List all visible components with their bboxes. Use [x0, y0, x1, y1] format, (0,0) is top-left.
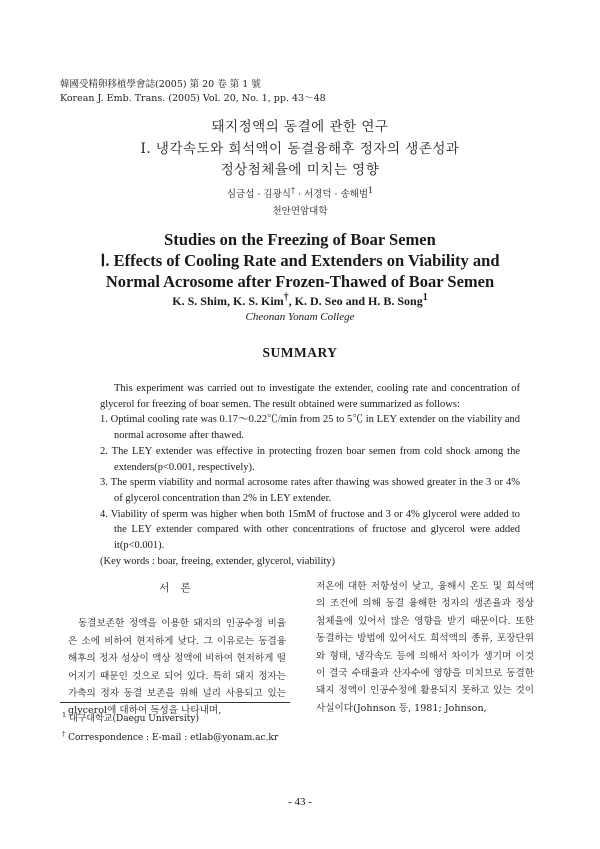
journal-citation — [60, 78, 326, 106]
summary-item-4: 4. Viability of sperm was higher when both 15mM of fructose and 3 or 4% glycerol were added to the LEY extender compared with other concentrations of fructose and glycerol were added it(p<0.001). — [100, 508, 520, 552]
footnote-affiliation — [62, 708, 278, 727]
affiliation-mark: 1 — [368, 186, 374, 195]
footnote-mark-2: † — [62, 730, 66, 738]
footnote-correspondence-text: Correspondence : E-mail : etlab@yonam.ac.kr — [65, 733, 279, 743]
english-authors — [0, 292, 600, 309]
affiliation-mark: 1 — [422, 292, 428, 303]
keywords: (Key words : boar, freeing, extender, glycerol, viability) — [100, 555, 336, 567]
summary-heading: SUMMARY — [262, 345, 338, 360]
journal-citation-english: Korean J. Emb. Trans. (2005) Vol. 20, No. 1, pp. 43～48 — [60, 93, 326, 104]
korean-affiliation: 천안연암대학 — [272, 206, 328, 217]
intro-right-text: 저온에 대한 저항성이 낮고, 융해시 온도 및 희석액의 조건에 의해 동결 융해한 정자의 생존율과 정상 첨체율에 있어서 많은 영향을 받기 때문이다. 또한 동결하는 방법에 있어서도 희석액의 종류, 포장단위와 형태, 냉각속도 등에 의해서 차이가 생기며 이것이 결국 수태율과 산자수에 영향을 미치므로 동결한 돼지 정액이 인공수정에 활용되지 못하고 있는 것이 사실이다(Johnson 등, 1981; Johnson, — [316, 581, 534, 714]
footnotes — [62, 708, 278, 746]
english-authors-part-1: K. S. Shim, K. S. Kim — [172, 294, 284, 308]
summary-item-1: 1. Optimal cooling rate was 0.17～0.22℃/min from 25 to 5℃ in LEY extender on the viability and normal acrosome after thawed. — [100, 414, 520, 442]
page-number: - 43 - — [288, 796, 312, 808]
korean-title-line-3: 정상첨체율에 미치는 영향 — [220, 162, 380, 178]
korean-authors-part-2: · 서경덕 · 송해범 — [294, 189, 369, 201]
intro-heading: 서 론 — [159, 582, 195, 594]
summary-item-3: 3. The sperm viability and normal acrosome rates after thawing was showed greater in the 3 or 4% of glycerol concentration than 2% in LEY extender. — [100, 477, 520, 504]
korean-title-line-2: Ⅰ. 냉각속도와 희석액이 동결융해후 정자의 생존성과 — [140, 141, 460, 157]
korean-title-line-1: 돼지정액의 동결에 관한 연구 — [211, 119, 389, 135]
corresponding-mark: † — [283, 292, 289, 303]
summary-body — [100, 381, 520, 569]
english-affiliation: Cheonan Yonam College — [245, 311, 355, 323]
english-title-line-3: Normal Acrosome after Frozen-Thawed of Boar Semen — [105, 272, 495, 291]
korean-authors-part-1: 심금섭 · 김광식 — [226, 189, 291, 201]
footnote-mark-1: 1 — [62, 711, 67, 719]
english-title-line-1: Studies on the Freezing of Boar Semen — [164, 230, 436, 249]
footnote-affiliation-text: 대구대학교(Daegu University) — [66, 714, 199, 724]
footnote-divider — [60, 702, 290, 703]
english-title-line-2: Ⅰ. Effects of Cooling Rate and Extenders on Viability and — [100, 251, 500, 270]
journal-citation-korean: 韓國受精卵移植學會誌(2005) 第 20 卷 第 1 號 — [60, 79, 261, 90]
corresponding-mark: † — [290, 186, 295, 195]
summary-item-2: 2. The LEY extender was effective in protecting frozen boar semen from cold shock among the extenders(p<0.001, respectively). — [100, 445, 520, 473]
intro-right-column — [316, 578, 534, 717]
summary-intro: This experiment was carried out to investigate the extender, cooling rate and concentration of glycerol for freezing of boar semen. The result obtained were summarized as follows: — [100, 383, 520, 410]
intro-left-column — [68, 580, 286, 720]
korean-authors — [0, 186, 600, 200]
footnote-correspondence — [62, 727, 278, 746]
english-authors-part-2: , K. D. Seo and H. B. Song — [288, 294, 423, 308]
intro-left-text: 동결보존한 정액을 이용한 돼지의 인공수정 비율은 소에 비하여 현저하게 낮다. 그 이유로는 동결융해후의 정자 성상이 액상 정액에 비하여 현저하게 떨어지기 때문인 것으로 되어 있다. 특히 돼지 정자는 가축의 정자 동결 보존을 위해 널리 사용되고 있는 glycerol에 대하여 독성을 나타내며, — [68, 618, 286, 717]
